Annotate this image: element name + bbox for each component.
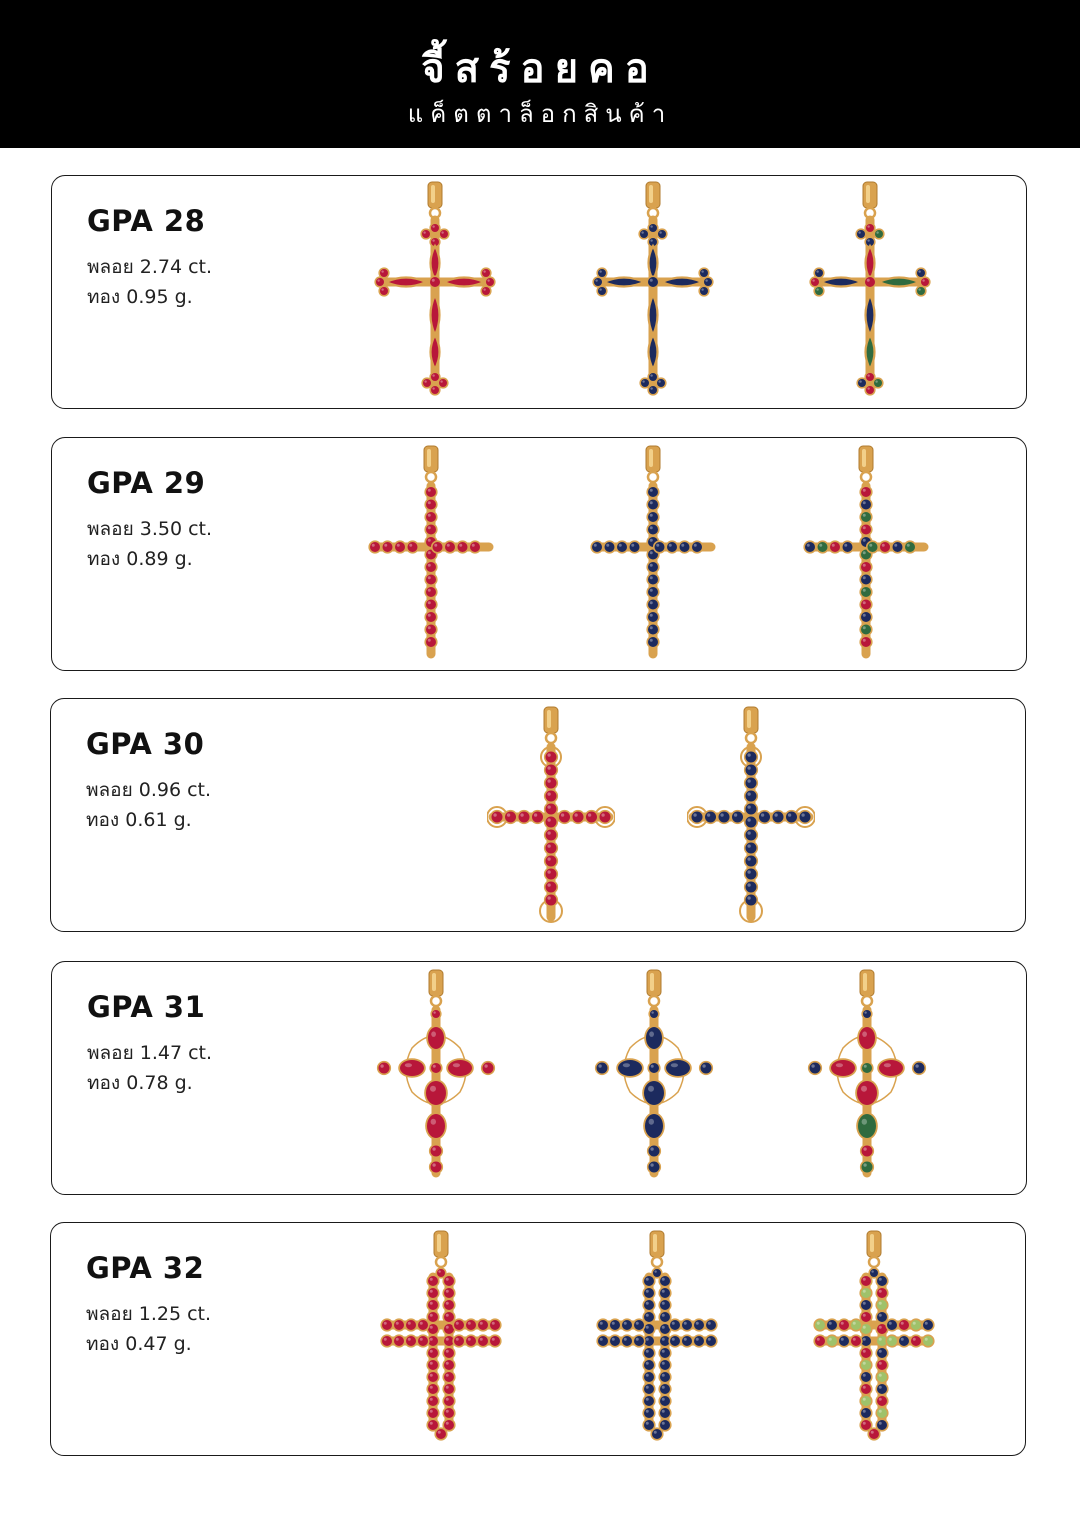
product-code: GPA 28 (87, 204, 206, 238)
product-card-gpa-32[interactable] (50, 1222, 1026, 1456)
cross-pendant-ruby-icon (372, 968, 500, 1190)
cross-pendant-mixed-icon (810, 1229, 938, 1451)
cross-pendant-sapphire-icon (589, 180, 717, 402)
gold-weight: ทอง 0.95 g. (87, 286, 193, 308)
cross-pendant-ruby-icon (487, 705, 615, 927)
catalog-header (0, 0, 1080, 148)
cross-pendant-sapphire-icon (589, 444, 717, 666)
cross-pendant-mixed-icon (803, 968, 931, 1190)
stone-weight: พลอย 0.96 ct. (86, 779, 212, 801)
cross-pendant-sapphire-icon (590, 968, 718, 1190)
product-card-gpa-29[interactable] (51, 437, 1027, 671)
product-card-gpa-30[interactable] (50, 698, 1026, 932)
cross-pendant-mixed-icon (802, 444, 930, 666)
stone-weight: พลอย 3.50 ct. (87, 518, 213, 540)
cross-pendant-ruby-icon (371, 180, 499, 402)
product-code: GPA 30 (86, 727, 205, 761)
product-card-gpa-28[interactable] (51, 175, 1027, 409)
cross-pendant-ruby-icon (377, 1229, 505, 1451)
catalog-title: จี้สร้อยคอ (421, 46, 659, 92)
catalog-subtitle: แค็ตตาล็อกสินค้า (407, 100, 673, 128)
gold-weight: ทอง 0.61 g. (86, 809, 192, 831)
product-card-gpa-31[interactable] (51, 961, 1027, 1195)
product-code: GPA 29 (87, 466, 206, 500)
stone-weight: พลอย 1.25 ct. (86, 1303, 212, 1325)
product-code: GPA 31 (87, 990, 206, 1024)
gold-weight: ทอง 0.89 g. (87, 548, 193, 570)
gold-weight: ทอง 0.47 g. (86, 1333, 192, 1355)
cross-pendant-sapphire-icon (593, 1229, 721, 1451)
stone-weight: พลอย 2.74 ct. (87, 256, 213, 278)
gold-weight: ทอง 0.78 g. (87, 1072, 193, 1094)
stone-weight: พลอย 1.47 ct. (87, 1042, 213, 1064)
cross-pendant-sapphire-icon (687, 705, 815, 927)
product-code: GPA 32 (86, 1251, 205, 1285)
cross-pendant-ruby-icon (367, 444, 495, 666)
cross-pendant-mixed-icon (806, 180, 934, 402)
